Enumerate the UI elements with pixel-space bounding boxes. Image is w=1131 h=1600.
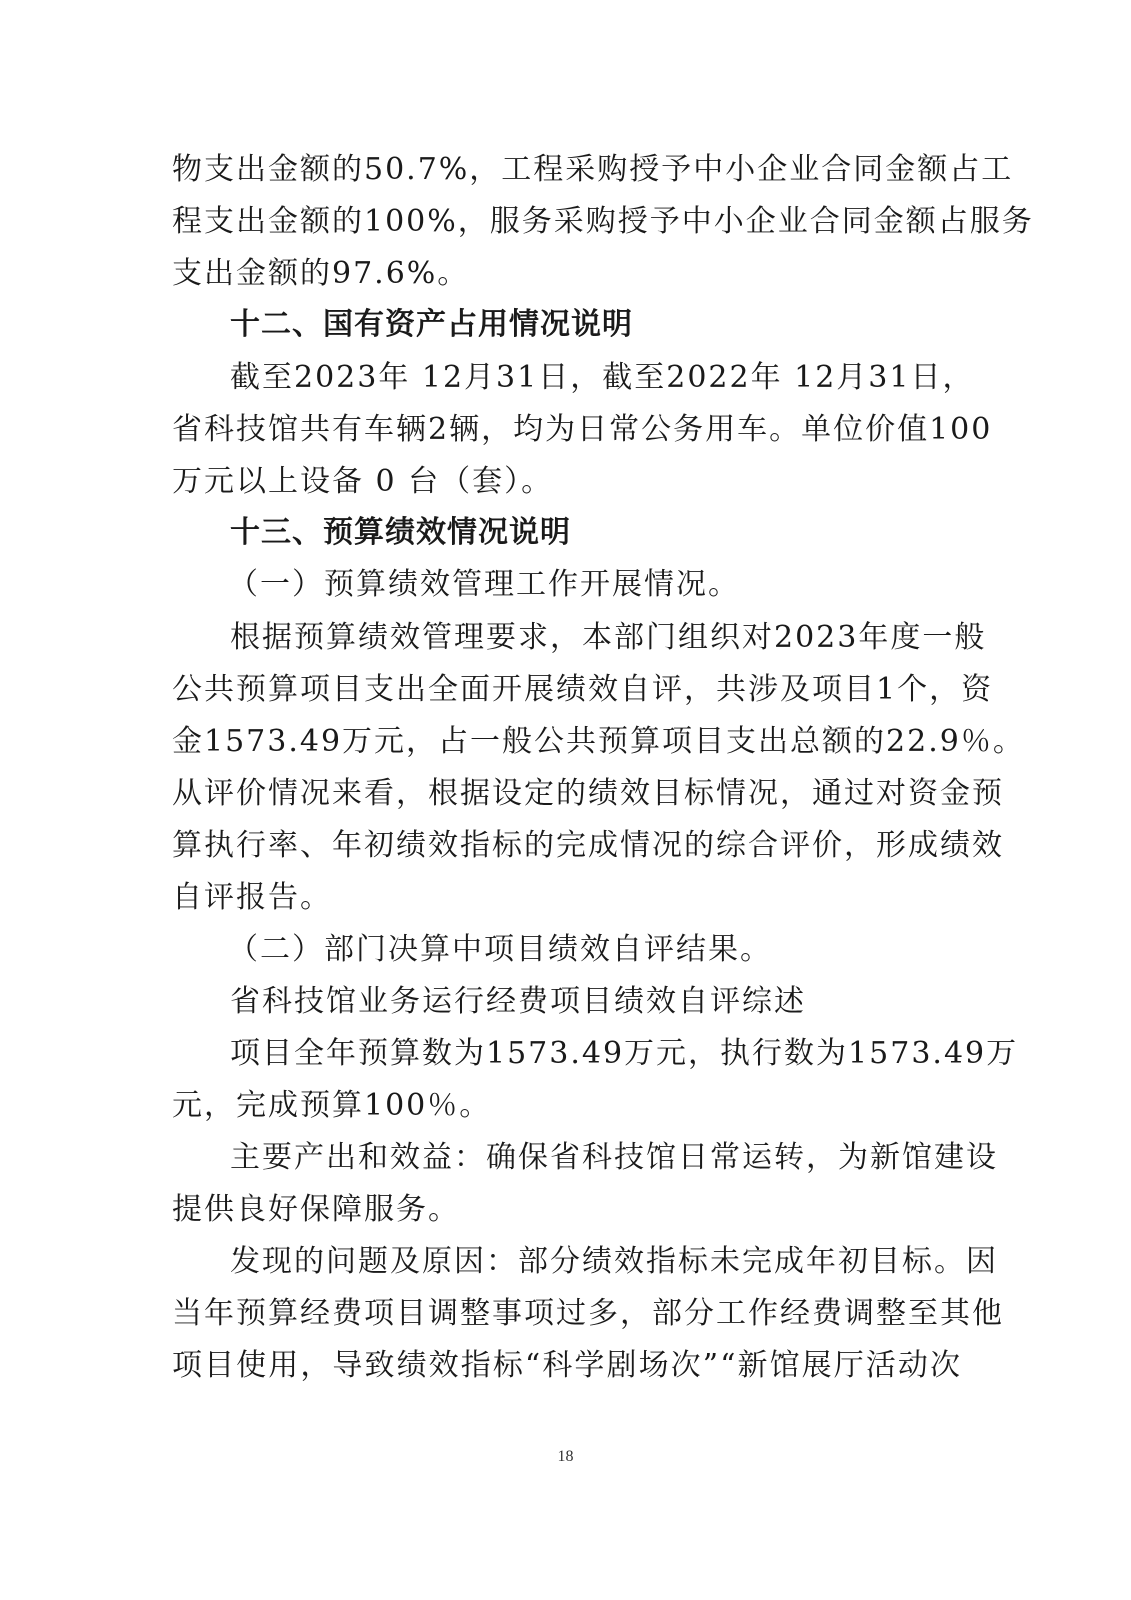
body-text-line: 主要产出和效益：确保省科技馆日常运转，为新馆建设: [230, 1140, 998, 1175]
body-text-line: 程支出金额的100%，服务采购授予中小企业合同金额占服务: [172, 204, 1034, 239]
body-text-line: 算执行率、年初绩效指标的完成情况的综合评价，形成绩效: [172, 828, 1004, 863]
body-text-line: 从评价情况来看，根据设定的绩效目标情况，通过对资金预: [172, 776, 1004, 811]
body-text-line: 截至2023年 12月31日，截至2022年 12月31日，: [230, 360, 975, 395]
body-text-line: 当年预算经费项目调整事项过多，部分工作经费调整至其他: [172, 1296, 1004, 1331]
body-text-line: 物支出金额的50.7%，工程采购授予中小企业合同金额占工: [172, 152, 1014, 187]
body-text-line: 根据预算绩效管理要求，本部门组织对2023年度一般: [230, 620, 987, 655]
body-text-line: 提供良好保障服务。: [172, 1192, 460, 1227]
body-text-line: 元，完成预算100％。: [172, 1088, 492, 1123]
section-heading: 十二、国有资产占用情况说明: [230, 307, 633, 342]
body-text-line: 项目全年预算数为1573.49万元，执行数为1573.49万: [230, 1036, 1019, 1071]
subsection-heading: （一）预算绩效管理工作开展情况。: [228, 567, 740, 602]
project-title: 省科技馆业务运行经费项目绩效自评综述: [230, 984, 806, 1019]
body-text-line: 发现的问题及原因：部分绩效指标未完成年初目标。因: [230, 1244, 998, 1279]
page-number: 18: [557, 1448, 574, 1465]
subsection-heading: （二）部门决算中项目绩效自评结果。: [228, 932, 772, 967]
section-heading: 十三、预算绩效情况说明: [230, 515, 571, 550]
body-text-line: 万元以上设备 0 台（套）。: [172, 464, 554, 499]
body-text-line: 省科技馆共有车辆2辆，均为日常公务用车。单位价值100: [172, 412, 993, 447]
body-text-line: 公共预算项目支出全面开展绩效自评，共涉及项目1个，资: [172, 672, 994, 707]
body-text-line: 自评报告。: [172, 880, 332, 915]
body-text-line: 项目使用，导致绩效指标“科学剧场次”“新馆展厅活动次: [172, 1348, 962, 1383]
body-text-line: 金1573.49万元，占一般公共预算项目支出总额的22.9％。: [172, 724, 1025, 759]
body-text-line: 支出金额的97.6%。: [172, 256, 470, 291]
